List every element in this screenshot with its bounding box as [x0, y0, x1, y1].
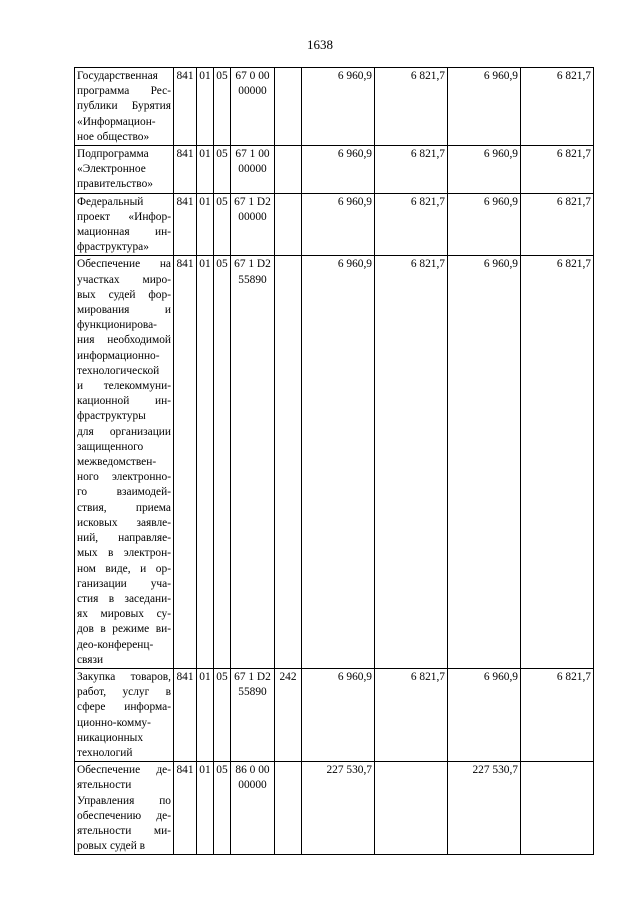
row-name-line: участках миро-	[77, 273, 171, 286]
row-name-line: программа Рес-	[77, 85, 171, 98]
row-name-line: фраструктура»	[77, 241, 149, 254]
budget-table	[74, 67, 594, 855]
ministry-code: 841	[174, 68, 197, 146]
row-name-line: ятельности	[77, 779, 132, 792]
row-name-line: правительство»	[77, 178, 153, 191]
row-name-line: мационная ин-	[77, 226, 171, 239]
section-code: 01	[197, 256, 214, 668]
target-article-code-line: 67 0 00	[235, 70, 270, 82]
amount-2: 6 821,7	[375, 668, 448, 761]
amount-4	[521, 762, 594, 855]
expense-type-code	[275, 193, 302, 256]
row-name-line: мирования и	[77, 304, 171, 317]
amount-4: 6 821,7	[521, 256, 594, 668]
amount-1: 6 960,9	[302, 256, 375, 668]
row-name-line: ний, направляе-	[77, 532, 171, 545]
amount-4: 6 821,7	[521, 68, 594, 146]
row-name-line: мых в электрон-	[77, 547, 171, 560]
row-name-line: дов в режиме ви-	[77, 623, 171, 636]
target-article-code	[231, 256, 275, 668]
row-name-line: Государственная	[77, 70, 158, 82]
amount-4: 6 821,7	[521, 668, 594, 761]
amount-1: 6 960,9	[302, 193, 375, 256]
row-name-line: вых судей фор-	[77, 288, 171, 301]
expense-type-code	[275, 256, 302, 668]
row-name-line: проект «Инфор-	[77, 210, 171, 223]
row-name-line: фраструктуры	[77, 410, 146, 423]
row-name	[75, 762, 174, 855]
target-article-code-line: 67 1 D2	[234, 195, 271, 208]
amount-3: 6 960,9	[448, 146, 521, 194]
row-name-line: ях мировых су-	[77, 608, 171, 621]
row-name-line: Федеральный	[77, 195, 144, 208]
amount-4: 6 821,7	[521, 146, 594, 194]
target-article-code	[231, 68, 275, 146]
amount-1: 6 960,9	[302, 68, 375, 146]
ministry-code: 841	[174, 256, 197, 668]
row-name-line: работ, услуг в	[77, 686, 171, 699]
row-name-line: ное общество»	[77, 130, 150, 143]
amount-3: 227 530,7	[448, 762, 521, 855]
table-row	[75, 256, 594, 668]
amount-2: 6 821,7	[375, 256, 448, 668]
table-row	[75, 668, 594, 761]
target-article-code	[231, 762, 275, 855]
row-name-line: межведомствен-	[77, 456, 157, 469]
row-name-line: Подпрограмма	[77, 148, 149, 161]
target-article-code-line: 00000	[238, 163, 267, 176]
ministry-code: 841	[174, 668, 197, 761]
row-name-line: «Информацион-	[77, 115, 156, 128]
expense-type-code	[275, 68, 302, 146]
target-article-code-line: 55890	[238, 273, 267, 286]
row-name-line: кационной ин-	[77, 395, 171, 408]
table-row	[75, 193, 594, 256]
amount-4: 6 821,7	[521, 193, 594, 256]
target-article-code-line: 00000	[238, 779, 267, 792]
target-article-code-line: 67 1 D2	[234, 258, 271, 271]
row-name-line: никационных	[77, 731, 144, 744]
subsection-code: 05	[214, 68, 231, 146]
subsection-code: 05	[214, 146, 231, 194]
amount-3: 6 960,9	[448, 68, 521, 146]
row-name-line: «Электронное	[77, 163, 146, 176]
row-name	[75, 256, 174, 668]
row-name-line: функционирова-	[77, 319, 157, 332]
row-name	[75, 68, 174, 146]
section-code: 01	[197, 668, 214, 761]
row-name-line: информационно-	[77, 349, 160, 362]
subsection-code: 05	[214, 762, 231, 855]
amount-2	[375, 762, 448, 855]
target-article-code-line: 00000	[238, 85, 267, 98]
amount-1: 227 530,7	[302, 762, 375, 855]
target-article-code-line: 86 0 00	[235, 764, 270, 777]
table-row	[75, 146, 594, 194]
expense-type-code	[275, 146, 302, 194]
target-article-code-line: 55890	[238, 686, 267, 699]
subsection-code: 05	[214, 668, 231, 761]
row-name-line: Управления по	[77, 794, 171, 807]
row-name-line: Закупка товаров,	[77, 670, 171, 683]
target-article-code-line: 67 1 00	[235, 148, 270, 161]
section-code: 01	[197, 193, 214, 256]
amount-2: 6 821,7	[375, 146, 448, 194]
subsection-code: 05	[214, 193, 231, 256]
row-name-line: го взаимодей-	[77, 486, 171, 499]
row-name-line: ного электронно-	[77, 471, 171, 484]
row-name-line: Обеспечение де-	[77, 764, 171, 777]
row-name-line: публики Бурятия	[77, 100, 171, 113]
row-name-line: исковых заявле-	[77, 516, 171, 529]
row-name	[75, 193, 174, 256]
row-name-line: ном виде, и ор-	[77, 562, 171, 575]
row-name-line: ния необходимой	[77, 334, 171, 347]
table-body	[75, 68, 594, 855]
row-name-line: део-конференц-	[77, 638, 154, 651]
expense-type-code: 242	[275, 668, 302, 761]
row-name-line: ганизации уча-	[77, 577, 171, 590]
amount-2: 6 821,7	[375, 193, 448, 256]
ministry-code: 841	[174, 762, 197, 855]
row-name-line: обеспечению де-	[77, 809, 171, 822]
row-name	[75, 146, 174, 194]
target-article-code	[231, 193, 275, 256]
row-name-line: технологической	[77, 364, 160, 377]
section-code: 01	[197, 762, 214, 855]
amount-3: 6 960,9	[448, 668, 521, 761]
target-article-code-line: 00000	[238, 210, 267, 223]
row-name-line: для организации	[77, 425, 171, 438]
amount-3: 6 960,9	[448, 193, 521, 256]
row-name-line: ционно-комму-	[77, 716, 151, 729]
row-name-line: связи	[77, 653, 104, 666]
row-name-line: Обеспечение на	[77, 258, 171, 271]
table-row	[75, 762, 594, 855]
row-name	[75, 668, 174, 761]
amount-1: 6 960,9	[302, 668, 375, 761]
section-code: 01	[197, 146, 214, 194]
row-name-line: ровых судей в	[77, 840, 146, 853]
row-name-line: защищенного	[77, 440, 144, 453]
row-name-line: сфере информа-	[77, 701, 171, 714]
expense-type-code	[275, 762, 302, 855]
ministry-code: 841	[174, 193, 197, 256]
row-name-line: стия в заседани-	[77, 592, 171, 605]
row-name-line: ятельности ми-	[77, 824, 171, 837]
subsection-code: 05	[214, 256, 231, 668]
target-article-code	[231, 668, 275, 761]
row-name-line: технологий	[77, 746, 133, 759]
target-article-code-line: 67 1 D2	[234, 670, 271, 683]
amount-2: 6 821,7	[375, 68, 448, 146]
page-number: 1638	[307, 37, 333, 52]
row-name-line: ствия, приема	[77, 501, 171, 514]
target-article-code	[231, 146, 275, 194]
row-name-line: и телекоммуни-	[77, 380, 171, 393]
amount-1: 6 960,9	[302, 146, 375, 194]
section-code: 01	[197, 68, 214, 146]
amount-3: 6 960,9	[448, 256, 521, 668]
ministry-code: 841	[174, 146, 197, 194]
table-row	[75, 68, 594, 146]
